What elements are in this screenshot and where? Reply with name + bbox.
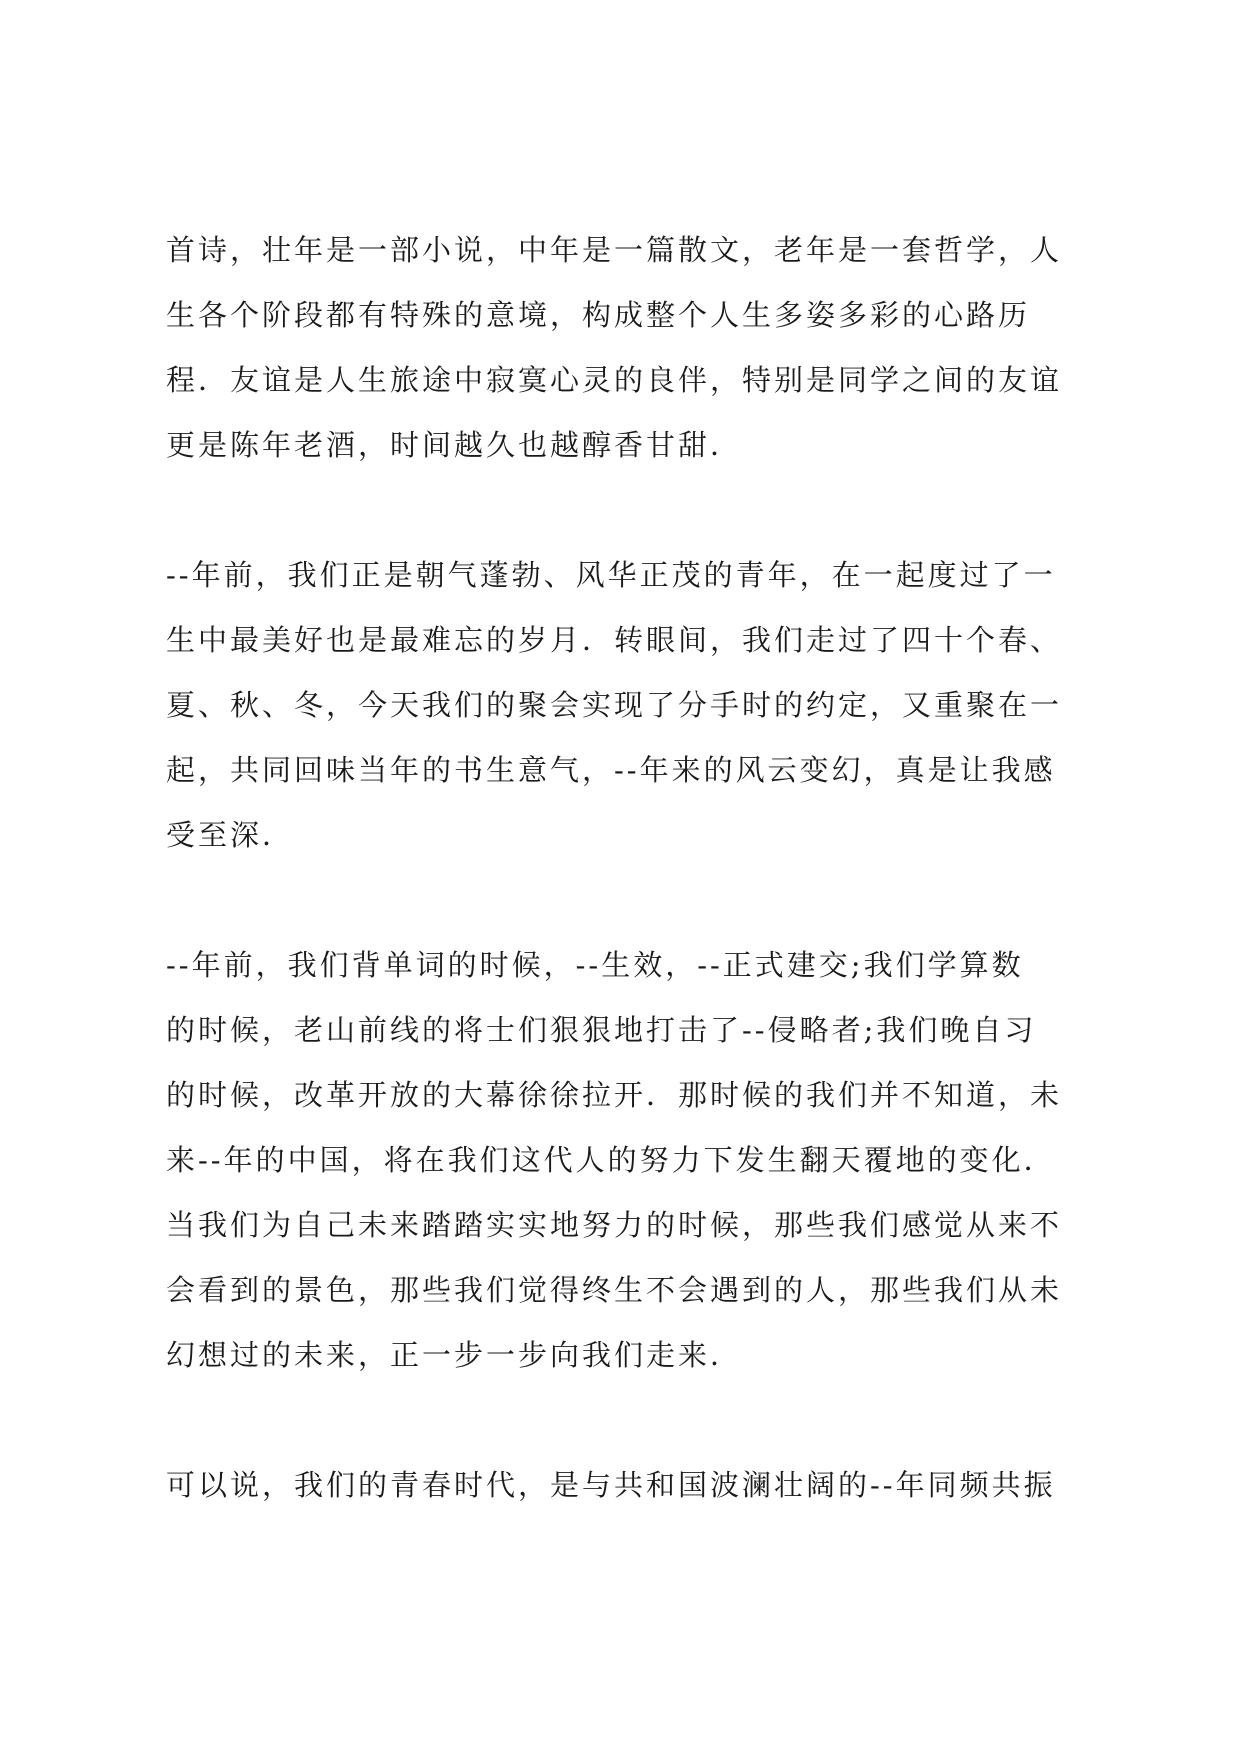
text-line: 的时候，老山前线的将士们狠狠地打击了--侵略者;我们晚自习 (166, 1013, 1037, 1047)
text-line: 的时候，改革开放的大幕徐徐拉开．那时候的我们并不知道，未 (166, 1078, 1063, 1112)
text-line: 生中最美好也是最难忘的岁月．转眼间，我们走过了四十个春、 (166, 623, 1063, 657)
text-line: 来--年的中国，将在我们这代人的努力下发生翻天覆地的变化． (166, 1143, 1056, 1177)
text-line: --年前，我们背单词的时候，--生效，--正式建交;我们学算数 (166, 948, 1024, 982)
text-line: 起，共同回味当年的书生意气，--年来的风云变幻，真是让我感 (166, 753, 1056, 787)
text-line: 受至深． (166, 818, 295, 852)
text-line: 当我们为自己未来踏踏实实地努力的时候，那些我们感觉从来不 (166, 1208, 1063, 1242)
text-line: 会看到的景色，那些我们觉得终生不会遇到的人，那些我们从未 (166, 1273, 1063, 1307)
text-line: --年前，我们正是朝气蓬勃、风华正茂的青年，在一起度过了一 (166, 558, 1056, 592)
text-line: 夏、秋、冬，今天我们的聚会实现了分手时的约定，又重聚在一 (166, 688, 1063, 722)
text-line: 更是陈年老酒，时间越久也越醇香甘甜． (166, 428, 743, 462)
text-line: 可以说，我们的青春时代，是与共和国波澜壮阔的--年同频共振 (166, 1468, 1056, 1502)
text-line: 幻想过的未来，正一步一步向我们走来． (166, 1338, 743, 1372)
text-line: 生各个阶段都有特殊的意境，构成整个人生多姿多彩的心路历 (166, 298, 1031, 332)
text-line: 程．友谊是人生旅途中寂寞心灵的良伴，特别是同学之间的友谊 (166, 363, 1063, 397)
text-line: 首诗，壮年是一部小说，中年是一篇散文，老年是一套哲学，人 (166, 233, 1063, 267)
